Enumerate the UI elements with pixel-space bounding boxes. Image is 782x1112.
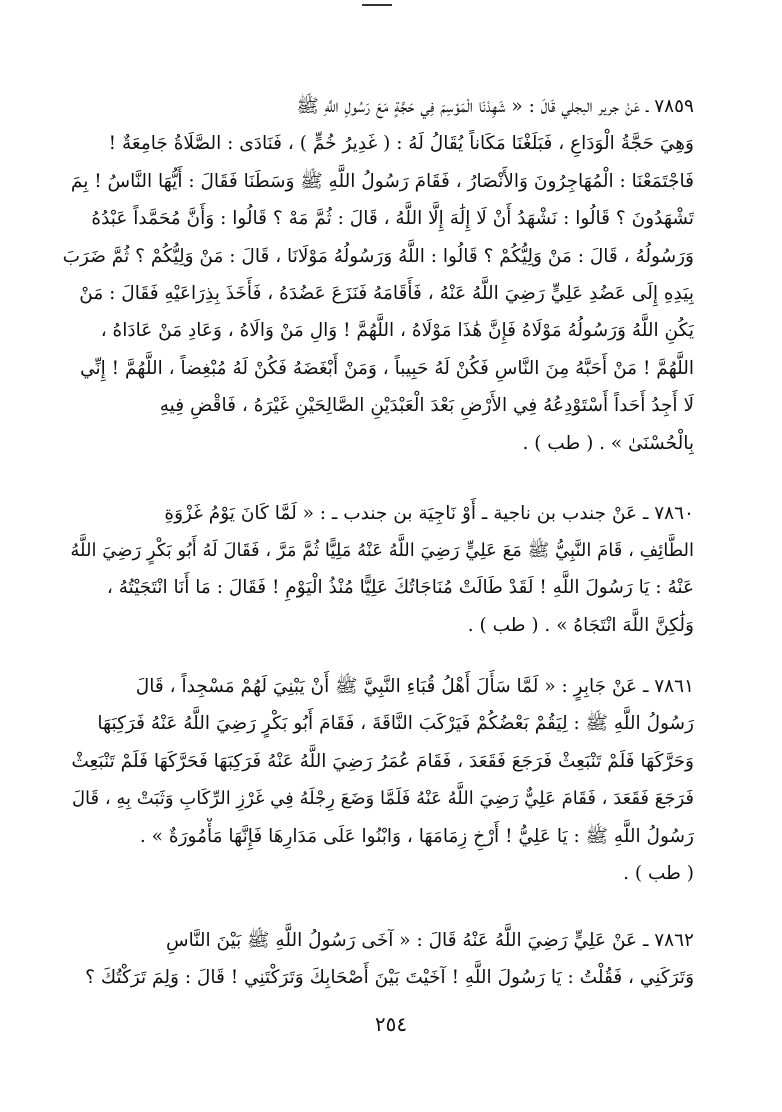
- text-line: ٧٨٦٢ ـ عَنْ عَلِيٍّ رَضِيَ اللَّهُ عَنْهُ قَالَ : « آخَى رَسُولُ اللَّهِ ﷺ بَيْنَ النَّاسِ: [166, 930, 694, 951]
- text-line: رَسُولُ اللَّهِ ﷺ : يَا عَلِيُّ ! أَرْخِ زِمَامَهَا ، وَابْنُوا عَلَى مَدَارِهَا فَإِنَّهَا مَأْمُورَةٌ » .: [139, 825, 694, 847]
- text-line: بِيَدِهِ إِلَى عَضُدِ عَلِيٍّ رَضِيَ اللَّهُ عَنْهُ ، فَأَقَامَهُ فَنَزَعَ عَضُدَهُ ، فَأَخَذَ بِذِرَاعَيْهِ فَقَالَ : مَنْ: [79, 283, 694, 305]
- text-line: وَرَسُولُهُ ، قَالَ : مَنْ وَلِيُّكُمْ ؟ قَالُوا : اللَّهُ وَرَسُولُهُ مَوْلَانَا ، قَالَ : مَنْ وَلِيُّكُمْ ؟ ثُمَّ ضَرَبَ: [62, 245, 694, 267]
- text-line: عَنْهُ : يَا رَسُولَ اللَّهِ ! لَقَدْ طَالَتْ مُنَاجَاتُكَ عَلِيًّا مُنْذُ الْيَوْمِ ! فَقَالَ : مَا أَنَا انْتَجَيْتُهُ ،: [106, 577, 694, 599]
- text-line: الطَّائِفِ ، قَامَ النَّبِيُّ ﷺ مَعَ عَلِيٍّ رَضِيَ اللَّهُ عَنْهُ مَلِيًّا ثُمَّ مَرَّ ، فَقَالَ لَهُ أَبُو بَكْرٍ رَضِيَ اللَّهُ: [70, 540, 694, 562]
- hadith-7859: [60, 88, 694, 462]
- text-line: يَكُنِ اللَّهُ وَرَسُولُهُ مَوْلَاهُ فَإِنَّ هَٰذَا مَوْلَاهُ ، اللَّهُمَّ ! وَالِ مَنْ وَالَاهُ ، وَعَادِ مَنْ عَادَاهُ ،: [100, 320, 694, 342]
- hadith-7861: [60, 668, 694, 892]
- page-number: ٢٥٤: [374, 1012, 408, 1036]
- hadith-7860: [60, 495, 694, 644]
- text-line: اللَّهُمَّ ! مَنْ أَحَبَّهُ مِنَ النَّاسِ فَكُنْ لَهُ حَبِيباً ، وَمَنْ أَبْغَضَهُ فَكُنْ لَهُ مُبْغِضاً ، اللَّهُمَّ ! إِنِّي: [80, 357, 694, 379]
- hadith-7862: [60, 922, 694, 996]
- text-line: رَسُولُ اللَّهِ ﷺ : لِيَقُمْ بَعْضُكُمْ فَيَرْكَبَ النَّاقَةَ ، فَقَامَ أَبُو بَكْرٍ رَضِيَ اللَّهُ عَنْهُ فَرَكِبَهَا: [97, 713, 694, 735]
- text-line: وَتَرَكَنِي ، فَقُلْتُ : يَا رَسُولَ اللَّهِ ! آخَيْتَ بَيْنَ أَصْحَابِكَ وَتَرَكْتَنِي ! قَالَ : وَلِمَ تَرَكْتُكَ ؟: [85, 967, 694, 988]
- text-line: وَحَرَّكَهَا فَلَمْ تَنْبَعِثْ فَرَجَعَ فَقَعَدَ ، فَقَامَ عُمَرُ رَضِيَ اللَّهُ عَنْهُ فَرَكِبَهَا فَحَرَّكَهَا فَلَمْ تَنْبَعِثْ: [71, 750, 694, 772]
- text-line: ٧٨٦١ ـ عَنْ جَابِرٍ : « لَمَّا سَأَلَ أَهْلُ قُبَاءِ النَّبِيَّ ﷺ أَنْ يَبْنِيَ لَهُمْ مَسْجِداً ، قَالَ: [135, 676, 694, 697]
- text-line: فَرَجَعَ فَقَعَدَ ، فَقَامَ عَلِيٌّ رَضِيَ اللَّهُ عَنْهُ فَلَمَّا وَضَعَ رِجْلَهُ فِي غَرْزِ الرِّكَابِ وَثَبَتْ بِهِ ، قَالَ: [71, 788, 694, 810]
- text-line: بِالْحُسْنَىٰ » . ( طب ) .: [522, 432, 694, 454]
- text-line: وَلَٰكِنَّ اللَّهَ انْتَجَاهُ » . ( طب ) .: [467, 614, 694, 636]
- text-line: تَشْهَدُونَ ؟ قَالُوا : نَشْهَدُ أَنْ لَا إِلَٰهَ إِلَّا اللَّهُ ، قَالَ : ثُمَّ مَهْ ؟ قَالُوا : وَأَنَّ مُحَمَّداً عَبْدُهُ: [91, 208, 694, 230]
- text-line: وَهِيَ حَجَّةُ الْوَدَاعِ ، فَبَلَغْنَا مَكَاناً يُقَالُ لَهُ : ( غَدِيرُ خُمٍّ ) ، فَنَادَى : الصَّلَاةُ جَامِعَةٌ !: [108, 133, 694, 155]
- text-line: فَاجْتَمَعْنَا : الْمُهَاجِرُونَ وَالأَنْصَارُ ، فَقَامَ رَسُولُ اللَّهِ ﷺ وَسَطَنَا فَقَالَ : أَيُّهَا النَّاسُ ! بِمَ: [70, 170, 694, 192]
- text-line: ٧٨٥٩ ـ عَنْ جرير البجلي قَالَ : « شَهِدْنَا الْمَوْسِمَ فِي حَجَّةٍ مَعَ رَسُولِ اللَّهِ ﷺ: [296, 96, 694, 117]
- top-rule: [362, 4, 392, 6]
- text-line: ٧٨٦٠ ـ عَنْ جندب بن ناجية ـ أَوْ نَاجِيَة بن جندب ـ : « لَمَّا كَانَ يَوْمُ غَزْوَةِ: [164, 503, 694, 524]
- text-line: لَا أَجِدُ أَحَداً أَسْتَوْدِعُهُ فِي الأَرْضِ بَعْدَ الْعَبْدَيْنِ الصَّالِحَيْنِ غَيْرَهُ ، فَاقْضِ فِيهِ: [159, 395, 694, 417]
- text-line: ( طب ) .: [623, 863, 694, 885]
